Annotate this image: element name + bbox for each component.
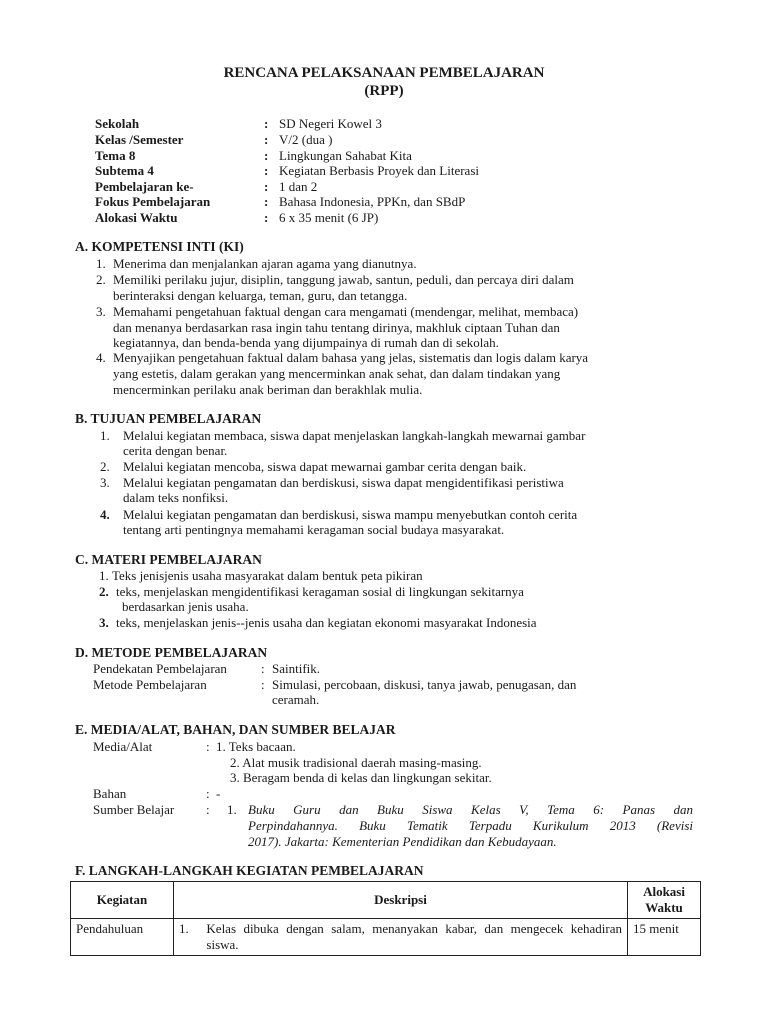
sumber-line: Perpindahannya. Buku Tematik Terpadu Kurikulum 2013 (Revisi [248, 818, 693, 833]
method-value: Saintifik. [272, 661, 321, 676]
list-number: 2. [99, 584, 109, 599]
section-e-heading: E. MEDIA/ALAT, BAHAN, DAN SUMBER BELAJAR [75, 722, 396, 737]
list-item-line: berinteraksi dengan keluarga, teman, guru, dan tetangga. [113, 288, 408, 303]
list-item-line: dalam teks nonfiksi. [123, 490, 229, 505]
list-item-line: kegiatannya, dan benda-benda yang dijumpainya di rumah dan di sekolah. [113, 335, 499, 350]
identity-key: Kelas /Semester [95, 132, 184, 147]
list-number: 4. [96, 350, 106, 365]
identity-key: Tema 8 [95, 148, 136, 163]
bahan-label: Bahan [93, 786, 127, 801]
method-value: Simulasi, percobaan, diskusi, tanya jawab, penugasan, dan [272, 677, 577, 692]
identity-colon: : [264, 132, 269, 147]
identity-value: 1 dan 2 [279, 179, 318, 194]
cell-deskripsi: Kelas dibuka dengan salam, menanyakan kabar, dan mengecek kehadiran siswa. [201, 919, 627, 956]
list-item-line: Melalui kegiatan mencoba, siswa dapat mewarnai gambar cerita dengan baik. [123, 459, 527, 474]
list-item-line: Melalui kegiatan membaca, siswa dapat menjelaskan langkah-langkah mewarnai gambar [123, 428, 586, 443]
bahan-colon: : [206, 786, 210, 801]
identity-key: Sekolah [95, 116, 140, 131]
method-colon: : [261, 677, 265, 692]
list-number: 3. [96, 304, 106, 319]
identity-key: Pembelajaran ke- [95, 179, 194, 194]
list-item-line: cerita dengan benar. [123, 443, 228, 458]
list-item-line: Menyajikan pengetahuan faktual dalam bahasa yang jelas, sistematis dan logis dalam karya [113, 350, 589, 365]
list-item-line: tentang arti pentingnya memahami keragaman social budaya masyarakat. [123, 522, 505, 537]
method-label: Metode Pembelajaran [93, 677, 207, 692]
list-number: 1. [100, 428, 110, 443]
identity-value: Bahasa Indonesia, PPKn, dan SBdP [279, 194, 466, 209]
list-number: 3. [99, 615, 109, 630]
media-item: 1. Teks bacaan. [216, 739, 296, 754]
list-item-line: Memiliki perilaku jujur, disiplin, tanggung jawab, santun, peduli, dan percaya diri dalam [113, 272, 574, 287]
section-f-heading: F. LANGKAH-LANGKAH KEGIATAN PEMBELAJARAN [75, 863, 424, 878]
list-item-line: mencerminkan perilaku anak beriman dan berakhlak mulia. [113, 382, 423, 397]
column-header-kegiatan: Kegiatan [71, 882, 174, 919]
list-item-line: yang estetis, dalam gerakan yang mencerminkan anak sehat, dan dalam tindakan yang [113, 366, 561, 381]
document-title: RENCANA PELAKSANAAN PEMBELAJARAN [223, 65, 545, 81]
identity-value: Lingkungan Sahabat Kita [279, 148, 412, 163]
identity-colon: : [264, 163, 269, 178]
media-label: Media/Alat [93, 739, 153, 754]
identity-key: Alokasi Waktu [95, 210, 178, 225]
list-number: 1. [99, 568, 109, 583]
table-row [71, 919, 701, 956]
list-item-line: teks, menjelaskan mengidentifikasi keragaman sosial di lingkungan sekitarnya [116, 584, 524, 599]
identity-value: V/2 (dua ) [279, 132, 333, 147]
list-item-line: Menerima dan menjalankan ajaran agama yang dianutnya. [113, 256, 417, 271]
sumber-line: 2017). Jakarta: Kementerian Pendidikan dan Kebudayaan. [248, 834, 557, 849]
list-number: 4. [100, 507, 110, 522]
identity-value: Kegiatan Berbasis Proyek dan Literasi [279, 163, 479, 178]
cell-waktu: 15 menit [628, 919, 701, 956]
method-label: Pendekatan Pembelajaran [93, 661, 227, 676]
activity-table [70, 881, 701, 956]
identity-value: 6 x 35 menit (6 JP) [279, 210, 379, 225]
list-item-line: dan menanya berdasarkan rasa ingin tahu tentang dirinya, makhluk ciptaan Tuhan dan [113, 320, 560, 335]
sumber-label: Sumber Belajar [93, 802, 175, 817]
method-colon: : [261, 661, 265, 676]
list-item-line: Melalui kegiatan pengamatan dan berdiskusi, siswa dapat mengidentifikasi peristiwa [123, 475, 564, 490]
list-number: 3. [100, 475, 110, 490]
list-item-line: Melalui kegiatan pengamatan dan berdiskusi, siswa mampu menyebutkan contoh cerita [123, 507, 578, 522]
sumber-colon: : [206, 802, 210, 817]
identity-colon: : [264, 194, 269, 209]
identity-key: Subtema 4 [95, 163, 154, 178]
identity-key: Fokus Pembelajaran [95, 194, 211, 209]
list-item-line: teks, menjelaskan jenis--jenis usaha dan kegiatan ekonomi masyarakat Indonesia [116, 615, 537, 630]
sumber-line: Buku Guru dan Buku Siswa Kelas V, Tema 6: Panas dan [248, 802, 693, 817]
column-header-deskripsi: Deskripsi [173, 882, 627, 919]
media-colon: : [206, 739, 210, 754]
list-number: 2. [96, 272, 106, 287]
list-number: 2. [100, 459, 110, 474]
list-item-line: berdasarkan jenis usaha. [122, 599, 249, 614]
identity-colon: : [264, 148, 269, 163]
sumber-number: 1. [227, 802, 237, 817]
document-subtitle: (RPP) [364, 83, 404, 99]
column-header-alokasi: Alokasi Waktu [628, 882, 701, 919]
identity-colon: : [264, 116, 269, 131]
table-header-row [71, 882, 701, 919]
section-b-heading: B. TUJUAN PEMBELAJARAN [75, 411, 262, 426]
section-d-heading: D. METODE PEMBELAJARAN [75, 645, 268, 660]
cell-kegiatan: Pendahuluan [71, 919, 174, 956]
identity-colon: : [264, 179, 269, 194]
list-item-line: Memahami pengetahuan faktual dengan cara mengamati (mendengar, melihat, membaca) [113, 304, 579, 319]
identity-colon: : [264, 210, 269, 225]
list-item-line: Teks jenisjenis usaha masyarakat dalam bentuk peta pikiran [112, 568, 423, 583]
identity-value: SD Negeri Kowel 3 [279, 116, 382, 131]
list-number: 1. [96, 256, 106, 271]
media-item: 2. Alat musik tradisional daerah masing-masing. [230, 755, 482, 770]
cell-number: 1. [173, 919, 201, 956]
section-c-heading: C. MATERI PEMBELAJARAN [75, 552, 262, 567]
section-a-heading: A. KOMPETENSI INTI (KI) [75, 239, 244, 254]
method-value: ceramah. [272, 692, 320, 707]
bahan-value: - [216, 786, 221, 801]
media-item: 3. Beragam benda di kelas dan lingkungan sekitar. [230, 770, 492, 785]
